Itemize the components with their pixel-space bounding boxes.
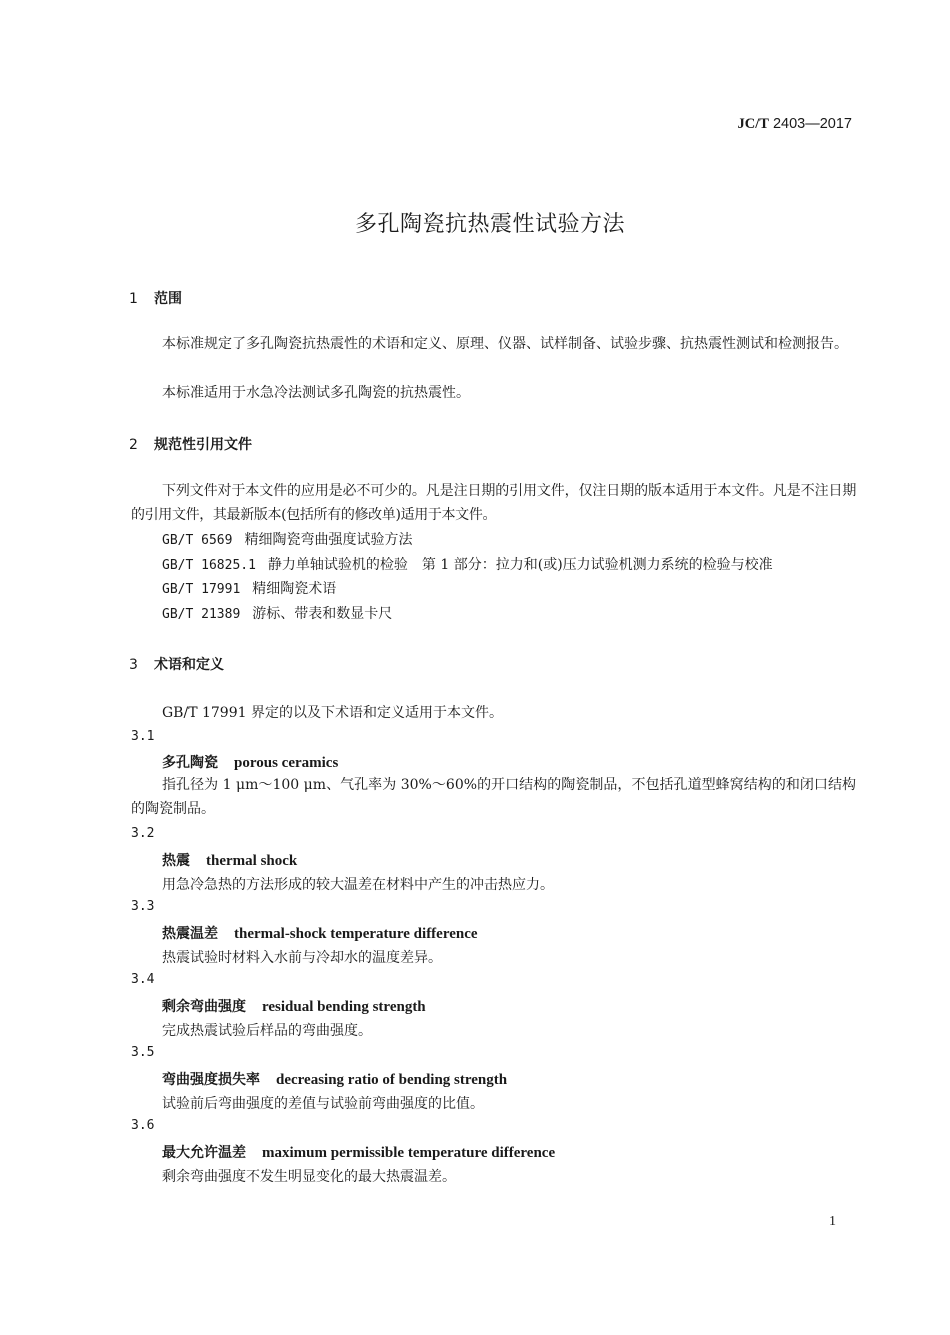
reference-item — [162, 602, 392, 627]
document-title: 多孔陶瓷抗热震性试验方法 — [354, 212, 625, 237]
term-name — [162, 1069, 507, 1089]
reference-item — [162, 528, 412, 553]
section-number: 2 — [129, 437, 138, 453]
term-name — [162, 996, 426, 1016]
page-number: 1 — [829, 1214, 836, 1229]
term-definition: 剩余弯曲强度不发生明显变化的最大热震温差。 — [162, 1169, 456, 1185]
term-name-zh: 弯曲强度损失率 — [162, 1072, 260, 1088]
term-name-en: residual bending strength — [262, 999, 426, 1015]
terms-intro: GB/T 17991 界定的以及下术语和定义适用于本文件。 — [162, 705, 503, 721]
scope-paragraph-1: 本标准规定了多孔陶瓷抗热震性的术语和定义、原理、仪器、试样制备、试验步骤、抗热震性测试和检测报告。 — [162, 336, 848, 352]
term-number: 3.3 — [131, 899, 155, 914]
reference-code: GB/T 21389 — [162, 607, 241, 622]
reference-code: GB/T 17991 — [162, 582, 241, 597]
section-number: 1 — [129, 291, 138, 307]
term-name-en: thermal-shock temperature difference — [234, 926, 478, 942]
section-heading-scope — [129, 288, 182, 308]
term-name-zh: 多孔陶瓷 — [162, 755, 218, 771]
term-number: 3.6 — [131, 1118, 155, 1133]
term-number: 3.2 — [131, 826, 155, 841]
term-name-zh: 剩余弯曲强度 — [162, 999, 246, 1015]
section-title: 术语和定义 — [154, 657, 224, 673]
standard-number: 2403—2017 — [772, 116, 852, 132]
term-name-en: decreasing ratio of bending strength — [276, 1072, 508, 1088]
term-number: 3.4 — [131, 972, 155, 987]
term-name-en: porous ceramics — [234, 755, 339, 771]
reference-code: GB/T 16825.1 — [162, 558, 256, 573]
term-definition: 用急冷急热的方法形成的较大温差在材料中产生的冲击热应力。 — [162, 877, 554, 893]
term-name — [162, 1142, 555, 1162]
standard-code — [738, 116, 852, 133]
term-definition: 试验前后弯曲强度的差值与试验前弯曲强度的比值。 — [162, 1096, 484, 1112]
section-title: 范围 — [154, 291, 182, 307]
term-definition: 指孔径为 1 μm～100 μm、气孔率为 30%～60%的开口结构的陶瓷制品，不包括孔道型蜂窝结构的和闭口结构的陶瓷制品。 — [131, 777, 856, 817]
term-number: 3.1 — [131, 729, 155, 744]
reference-item — [162, 577, 336, 602]
reference-title: 游标、带表和数显卡尺 — [252, 606, 393, 622]
term-definition: 完成热震试验后样品的弯曲强度。 — [162, 1023, 372, 1039]
term-name-zh: 热震温差 — [162, 926, 218, 942]
term-name — [162, 752, 338, 772]
term-name-zh: 最大允许温差 — [162, 1145, 246, 1161]
section-heading-normative-references — [129, 434, 252, 454]
references-paragraph: 下列文件对于本文件的应用是必不可少的。凡是注日期的引用文件，仅注日期的版本适用于本文件。凡是不注日期的引用文件，其最新版本(包括所有的修改单)适用于本文件。 — [131, 483, 856, 523]
term-name-en: thermal shock — [206, 853, 298, 869]
section-title: 规范性引用文件 — [154, 437, 252, 453]
scope-paragraph-2: 本标准适用于水急冷法测试多孔陶瓷的抗热震性。 — [162, 385, 470, 401]
reference-title: 静力单轴试验机的检验 第 1 部分：拉力和(或)压力试验机测力系统的检验与校准 — [267, 557, 773, 573]
reference-code: GB/T 6569 — [162, 533, 233, 548]
reference-title: 精细陶瓷术语 — [252, 581, 337, 597]
term-name-en: maximum permissible temperature difference — [262, 1145, 556, 1161]
standard-prefix: JC/T — [737, 116, 769, 132]
reference-title: 精细陶瓷弯曲强度试验方法 — [244, 532, 413, 548]
term-number: 3.5 — [131, 1045, 155, 1060]
section-number: 3 — [129, 657, 138, 673]
section-heading-terms-definitions — [129, 654, 224, 674]
reference-item — [162, 553, 773, 578]
term-name — [162, 850, 297, 870]
term-name — [162, 923, 478, 943]
term-definition: 热震试验时材料入水前与冷却水的温度差异。 — [162, 950, 442, 966]
term-name-zh: 热震 — [162, 853, 190, 869]
